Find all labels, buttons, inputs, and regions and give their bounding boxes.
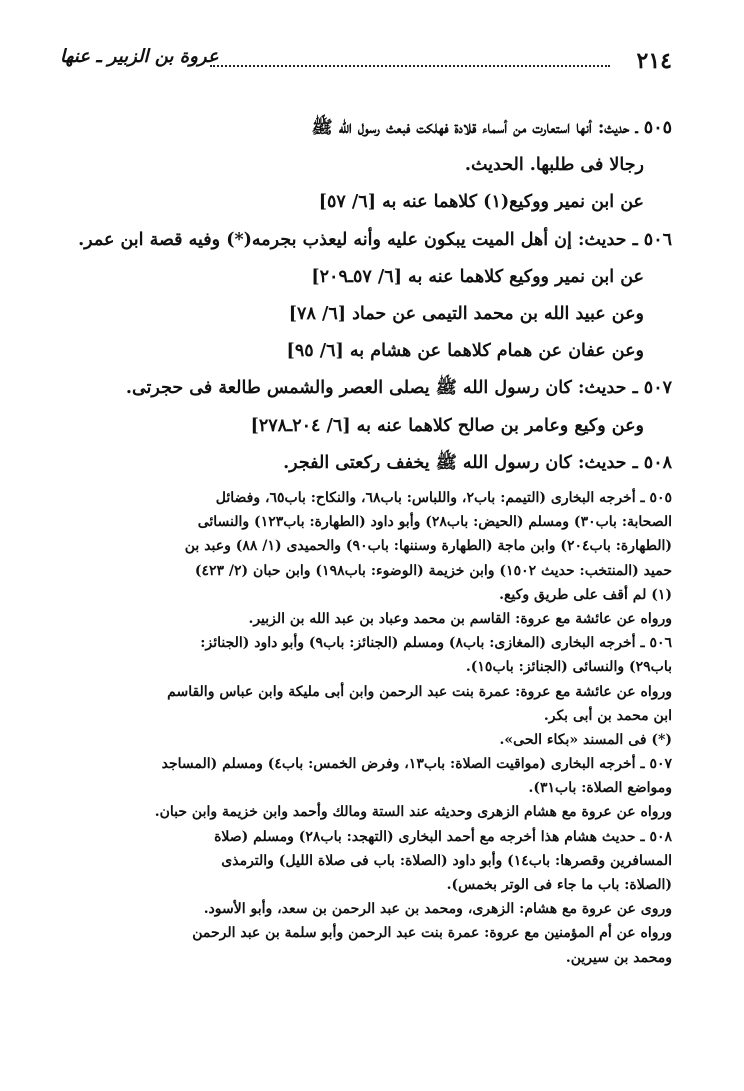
note-507-line-2: ومواضع الصلاة: باب٣١). xyxy=(528,780,672,797)
page-number: ٢١٤ xyxy=(636,48,672,74)
note-508-other-narrators-3: ومحمد بن سيرين. xyxy=(565,949,672,966)
running-title: عروة بن الزبير ـ عنها xyxy=(60,46,219,67)
hadith-505-line-2: رجالا فى طلبها. الحديث. xyxy=(464,155,644,176)
note-506-other-narrators-1: ورواه عن عائشة مع عروة: عمرة بنت عبد الرحمن وابن أبى مليكة وابن عباس والقاسم xyxy=(167,683,672,700)
hadith-507-chain: وعن وكيع وعامر بن صالح كلاهما عنه به [٦/ ٢٠٤ـ٢٧٨] xyxy=(250,415,644,436)
footnotes xyxy=(70,486,672,970)
note-506-line-2: باب٢٩) والنسائى (الجنائز: باب١٥). xyxy=(465,659,672,676)
hadith-505-chain: عن ابن نمير ووكيع(١) كلاهما عنه به [٦/ ٥٧] xyxy=(318,192,644,213)
note-506-line-1: ٥٠٦ ـ أخرجه البخارى (المغازى: باب٨) ومسلم (الجنائز: باب٩) وأبو داود (الجنائز: xyxy=(200,635,672,652)
note-508-line-2: المسافرين وقصرها: باب١٤) وأبو داود (الصلاة: باب فى صلاة الليل) والترمذى xyxy=(221,852,672,869)
page-header xyxy=(60,42,672,76)
footnote-star: (*) فى المسند «بكاء الحى». xyxy=(499,731,672,748)
note-507-other-narrators: ورواه عن عروة مع هشام الزهرى وحديثه عند الستة ومالك وأحمد وابن خزيمة وابن حبان. xyxy=(154,804,672,821)
hadith-506-chain-1: عن ابن نمير ووكيع كلاهما عنه به [٦/ ٥٧ـ٢٠٩] xyxy=(311,266,644,287)
note-508-line-3: (الصلاة: باب ما جاء فى الوتر بخمس). xyxy=(446,877,672,893)
note-505-line-1: ٥٠٥ ـ أخرجه البخارى (التيمم: باب٢، واللباس: باب٦٨، والنكاح: باب٦٥، وفضائل xyxy=(215,490,672,506)
hadith-507-line-1: ٥٠٧ ـ حديث: كان رسول الله ﷺ يصلى العصر والشمس طالعة فى حجرتى. xyxy=(125,378,672,399)
note-508-line-1: ٥٠٨ ـ حديث هشام هذا أخرجه مع أحمد البخارى (التهجد: باب٢٨) ومسلم (صلاة xyxy=(214,828,672,845)
note-507-line-1: ٥٠٧ ـ أخرجه البخارى (مواقيت الصلاة: باب١٣، وفرض الخمس: باب٤) ومسلم (المساجد xyxy=(161,756,672,773)
footnote-1: (١) لم أقف على طريق وكيع. xyxy=(499,586,672,603)
header-dotted-rule xyxy=(210,65,610,67)
hadith-505-line-1: ٥٠٥ ـ حديث: أنها استعارت من أسماء قلادة فهلكت فبعث رسول الله ﷺ xyxy=(311,118,672,138)
hadith-506-chain-2: وعن عبيد الله بن محمد التيمى عن حماد [٦/ ٧٨] xyxy=(288,303,644,324)
note-508-other-narrators-1: وروى عن عروة مع هشام: الزهرى، ومحمد بن عبد الرحمن بن سعد، وأبو الأسود. xyxy=(203,901,672,918)
note-505-line-3: (الطهارة: باب٢٠٤) وابن ماجة (الطهارة وسننها: باب٩٠) والحميدى (١/ ٨٨) وعبد بن xyxy=(184,538,672,555)
hadith-506-line-1: ٥٠٦ ـ حديث: إن أهل الميت يبكون عليه وأنه ليعذب بجرمه(*) وفيه قصة ابن عمر. xyxy=(78,229,672,250)
hadith-508-line-1: ٥٠٨ ـ حديث: كان رسول الله ﷺ يخفف ركعتى الفجر. xyxy=(283,452,672,473)
hadith-506-chain-3: وعن عفان عن همام كلاهما عن هشام به [٦/ ٩٥] xyxy=(286,341,644,362)
note-506-other-narrators-2: ابن محمد بن أبى بكر. xyxy=(543,707,672,724)
note-505-line-2: الصحابة: باب٣٠) ومسلم (الحيض: باب٢٨) وأبو داود (الطهارة: باب١٢٣) والنسائى xyxy=(197,514,672,531)
main-text xyxy=(70,110,672,482)
note-505-line-4: حميد (المنتخب: حديث ١٥٠٢) وابن خزيمة (الوضوء: باب١٩٨) وابن حبان (٢/ ٤٢٣) xyxy=(194,562,672,579)
note-505-other-narrators: ورواه عن عائشة مع عروة: القاسم بن محمد وعباد بن عبد الله بن الزبير. xyxy=(248,610,672,627)
note-508-other-narrators-2: ورواه عن أم المؤمنين مع عروة: عمرة بنت عبد الرحمن وأبو سلمة بن عبد الرحمن xyxy=(192,925,672,942)
